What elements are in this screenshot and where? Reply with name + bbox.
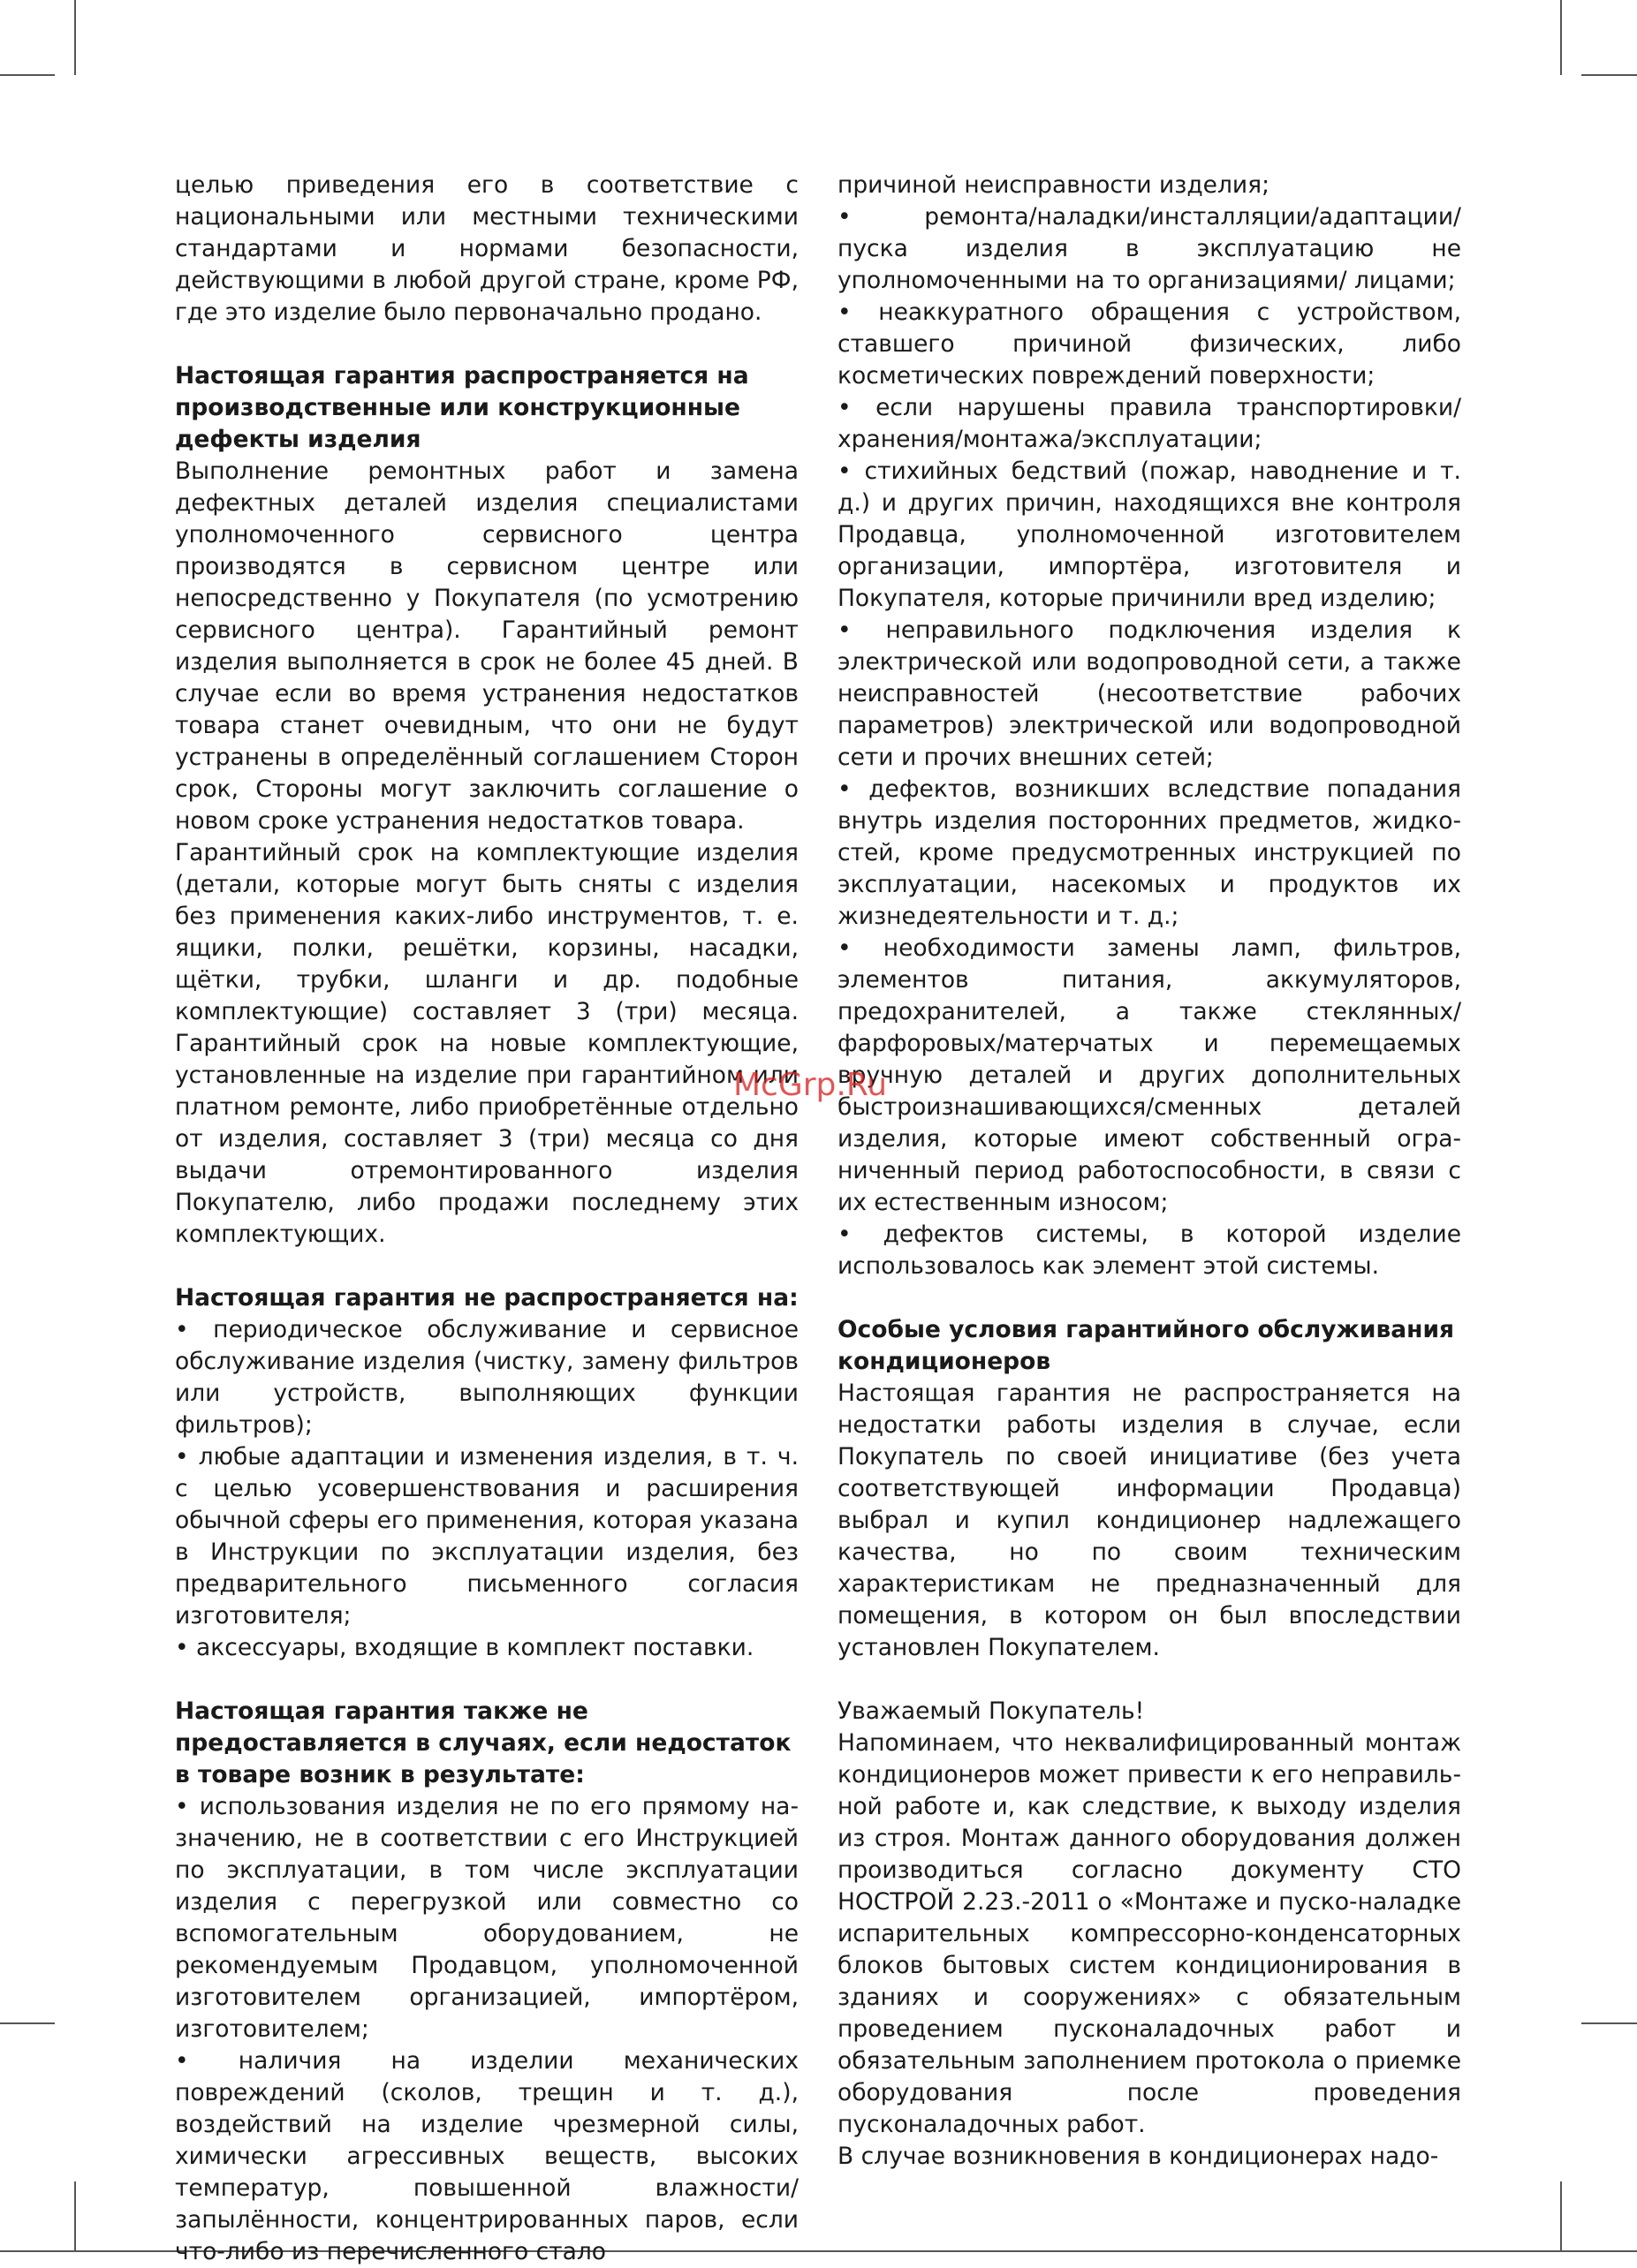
left-paragraph-intro: целью приведения его в соответствие с национальными или местными техническими стандартами и нормами безопасности, действующими в любой другой стране, кроме РФ, где это изделие было первоначально продано. <box>175 171 799 326</box>
list-item: • наличия на изделии механических повреждений (сколов, трещин и т. д.), воздействий на изделие чрезмерной силы, химически агрессивных веществ, высоких температур, повышенной влажности/запылённости, концентрированных паров, если что-либо из перечисленного стало <box>175 2047 799 2265</box>
heading-ac-special-conditions: Особые условия гарантийного обслуживания кондиционеров <box>837 1316 1455 1375</box>
right-column <box>837 170 1461 2173</box>
crop-mark-bottom-left-h <box>0 2022 55 2024</box>
crop-mark-top-right-v <box>1560 0 1562 75</box>
watermark: McGrp.Ru <box>733 1067 888 1103</box>
crop-mark-bottom-left-v <box>74 2181 76 2252</box>
heading-warranty-excludes: Настоящая гарантия не распространяется на: <box>175 1284 799 1312</box>
crop-mark-top-left-h <box>0 74 55 76</box>
greeting: Уважаемый Покупатель! <box>837 1697 1145 1725</box>
paragraph-continued: В случае возникновения в кондиционерах надо- <box>837 2143 1439 2170</box>
paragraph-installation-notice: Напоминаем, что неквалифицированный монтаж кондиционеров может привести к его неправильной работе и, как следствие, к выходу изделия из строя. Монтаж данного оборудования должен производиться согласно документу СТО НОСТРОЙ 2.23.-2011 о «Монтаже и пуско-наладке испарительных компрессорно-конденсаторных блоков бытовых систем кондиционирования в зданиях и сооружениях» с обязательным проведением пусконаладочных работ и обязательным заполнением протокола о приемке оборудования после проведения пусконаладочных работ. <box>837 1729 1461 2138</box>
list-item: • ремонта/наладки/инсталляции/адаптации/пуска изделия в эксплуатацию не уполномоченными на то организациями/ лицами; <box>837 203 1461 294</box>
heading-warranty-covers: Настоящая гарантия распространяется на производственные или конструкционные дефекты изделия <box>175 362 749 453</box>
list-item: • дефектов, возникших вследствие попадания внутрь изделия посторонних предметов, жидкостей, кроме предусмотренных инструкцией по эксплуатации, насекомых и продуктов их жизнедеятельности и т. д.; <box>837 775 1461 930</box>
crop-mark-top-right-h <box>1581 74 1637 76</box>
list-item: • периодическое обслуживание и сервисное обслуживание изделия (чистку, замену фильтров или устройств, выполняющих функции фильтров); <box>175 1316 799 1439</box>
heading-warranty-not-provided: Настоящая гарантия также не предоставляется в случаях, если недостаток в товаре возник в результате: <box>175 1697 792 1788</box>
crop-mark-bottom-right-v <box>1560 2181 1562 2252</box>
paragraph-ac-conditions: Настоящая гарантия не распространяется на недостатки работы изделия в случае, если Покупатель по своей инициативе (без учета соответствующей информации Продавца) выбрал и купил кондиционер надлежащего качества, но по своим техническим характеристикам не предназначенный для помещения, в котором он был впоследствии установлен Покупателем. <box>837 1380 1461 1661</box>
list-item: • стихийных бедствий (пожар, наводнение и т. д.) и других причин, находящихся вне контроля Продавца, уполномоченной изготовителем организации, импортёра, изготовителя и Покупателя, которые причинили вред изделию; <box>837 457 1461 612</box>
list-item: • если нарушены правила транспортировки/хранения/монтажа/эксплуатации; <box>837 394 1461 453</box>
list-item: • использования изделия не по его прямому назначению, не в соответствии с его Инструкцией по эксплуатации, в том числе эксплуатации изделия с перегрузкой или совместно со вспомогательным оборудованием, не рекомендуемым Продавцом, уполномоченной изготовителем организацией, импортёром, изготовителем; <box>175 1793 799 2043</box>
crop-mark-top-left-v <box>74 0 76 75</box>
list-item: • аксессуары, входящие в комплект поставки. <box>175 1634 754 1661</box>
crop-mark-bottom-right-h <box>1581 2022 1637 2024</box>
list-item: • дефектов системы, в которой изделие использовалось как элемент этой системы. <box>837 1221 1461 1280</box>
list-item: • необходимости замены ламп, фильтров, элементов питания, аккумуляторов, предохранителей, а также стеклянных/фарфоровых/матерчатых и перемещаемых вручную деталей и других дополнительных быстроизнашивающихся/сменных деталей изделия, которые имеют собственный ограниченный период работоспособности, в связи с их естественным износом; <box>837 934 1461 1216</box>
list-item: • неправильного подключения изделия к электрической или водопроводной сети, а также неисправностей (несоответствие рабочих параметров) электрической или водопроводной сети и прочих внешних сетей; <box>837 616 1461 771</box>
paragraph-components-warranty: Гарантийный срок на комплектующие изделия (детали, которые могут быть сняты с изделия без применения каких-либо инструментов, т. е. ящики, полки, решётки, корзины, насадки, щётки, трубки, шланги и др. подобные комплектующие) составляет 3 (три) месяца. Гарантийный срок на новые комплектующие, установленные на изделие при гарантийном или платном ремонте, либо приобретённые отдельно от изделия, составляет 3 (три) месяца со дня выдачи отремонтированного изделия Покупателю, либо продажи последнему этих комплектующих. <box>175 839 799 1248</box>
list-item: • неаккуратного обращения с устройством, ставшего причиной физических, либо косметических повреждений поверхности; <box>837 299 1461 389</box>
left-column <box>175 170 799 2268</box>
list-item: • любые адаптации и изменения изделия, в т. ч. с целью усовершенствования и расширения обычной сферы его применения, которая указана в Инструкции по эксплуатации изделия, без предварительного письменного согласия изготовителя; <box>175 1443 799 1629</box>
right-paragraph-continuation: причиной неисправности изделия; <box>837 171 1270 199</box>
paragraph-repair-terms: Выполнение ремонтных работ и замена дефектных деталей изделия специалистами уполномоченного сервисного центра производятся в сервисном центре или непосредственно у Покупателя (по усмотрению сервисного центра). Гарантийный ремонт изделия выполняется в срок не более 45 дней. В случае если во время устранения недостатков товара станет очевидным, что они не будут устранены в определённый соглашением Сторон срок, Стороны могут заключить соглашение о новом сроке устранения недостатков товара. <box>175 457 799 835</box>
